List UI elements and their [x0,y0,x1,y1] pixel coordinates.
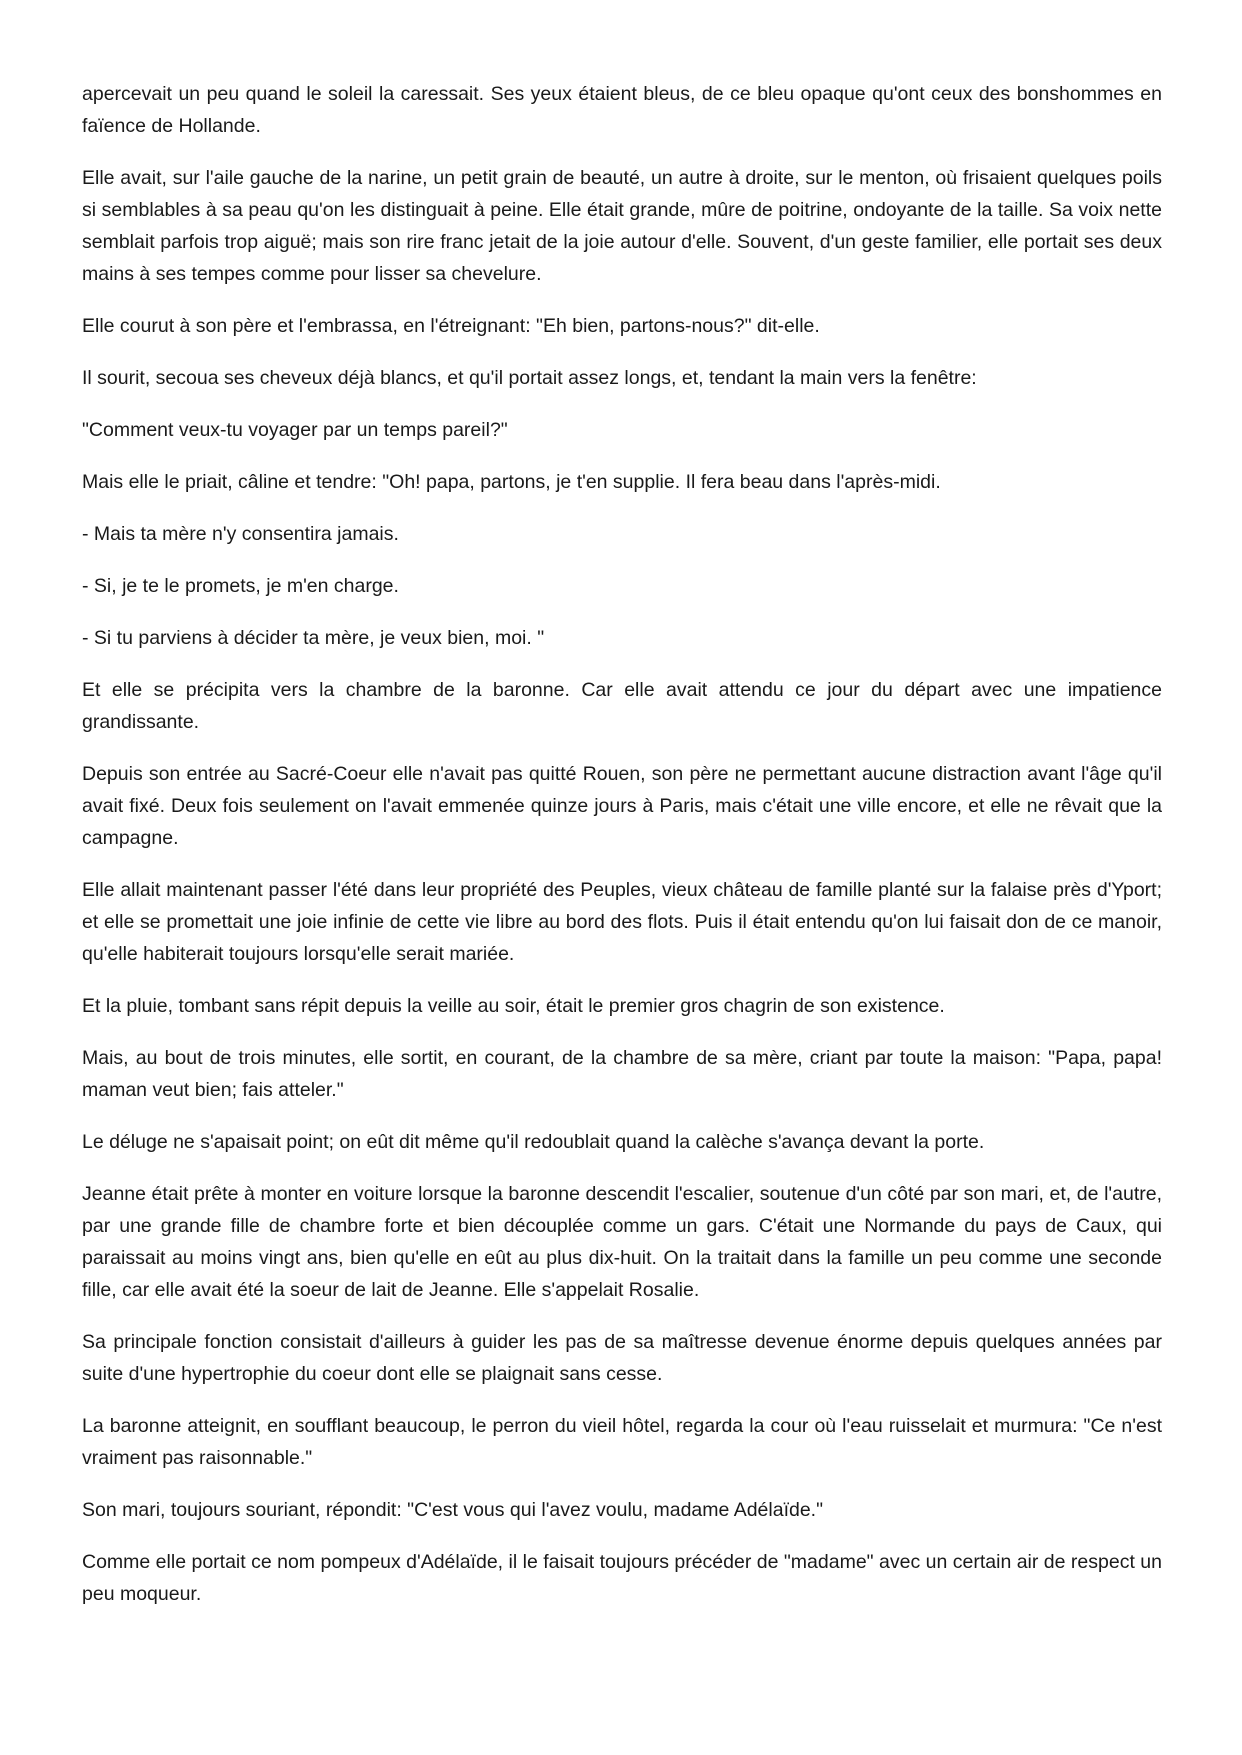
paragraph: Mais, au bout de trois minutes, elle sortit, en courant, de la chambre de sa mère, criant par toute la maison: "Papa, papa! maman veut bien; fais atteler." [82,1047,1162,1101]
paragraph: Et la pluie, tombant sans répit depuis la veille au soir, était le premier gros chagrin de son existence. [82,995,945,1017]
paragraph: Il sourit, secoua ses cheveux déjà blancs, et qu'il portait assez longs, et, tendant la main vers la fenêtre: [82,367,977,389]
paragraph: - Si, je te le promets, je m'en charge. [82,575,399,597]
paragraph: - Si tu parviens à décider ta mère, je veux bien, moi. " [82,627,545,649]
paragraph: Comme elle portait ce nom pompeux d'Adélaïde, il le faisait toujours précéder de "madame" avec un certain air de respect un peu moqueur. [82,1551,1162,1605]
paragraph: apercevait un peu quand le soleil la caressait. Ses yeux étaient bleus, de ce bleu opaque qu'ont ceux des bonshommes en faïence de Hollande. [82,83,1162,137]
paragraph: - Mais ta mère n'y consentira jamais. [82,523,399,545]
paragraph: Depuis son entrée au Sacré-Coeur elle n'avait pas quitté Rouen, son père ne permettant aucune distraction avant l'âge qu'il avait fixé. Deux fois seulement on l'avait emmenée quinze jours à Paris, mais c'était une ville encore, et elle ne rêvait que la campagne. [82,763,1162,849]
paragraph: Elle allait maintenant passer l'été dans leur propriété des Peuples, vieux château de famille planté sur la falaise près d'Yport; et elle se promettait une joie infinie de cette vie libre au bord des flots. Puis il était entendu qu'on lui faisait don de ce manoir, qu'elle habiterait toujours lorsqu'elle serait mariée. [82,879,1162,965]
paragraph: Jeanne était prête à monter en voiture lorsque la baronne descendit l'escalier, soutenue d'un côté par son mari, et, de l'autre, par une grande fille de chambre forte et bien découplée comme un gars. C'était une Normande du pays de Caux, qui paraissait au moins vingt ans, bien qu'elle en eût au plus dix-huit. On la traitait dans la famille un peu comme une seconde fille, car elle avait été la soeur de lait de Jeanne. Elle s'appelait Rosalie. [82,1183,1162,1301]
paragraph: Le déluge ne s'apaisait point; on eût dit même qu'il redoublait quand la calèche s'avança devant la porte. [82,1131,985,1153]
paragraph: "Comment veux-tu voyager par un temps pareil?" [82,419,508,441]
paragraph: Et elle se précipita vers la chambre de la baronne. Car elle avait attendu ce jour du départ avec une impatience grandissante. [82,679,1162,733]
paragraph: Elle courut à son père et l'embrassa, en l'étreignant: "Eh bien, partons-nous?" dit-elle. [82,315,820,337]
paragraph: Sa principale fonction consistait d'ailleurs à guider les pas de sa maîtresse devenue énorme depuis quelques années par suite d'une hypertrophie du coeur dont elle se plaignait sans cesse. [82,1331,1162,1385]
paragraph: Elle avait, sur l'aile gauche de la narine, un petit grain de beauté, un autre à droite, sur le menton, où frisaient quelques poils si semblables à sa peau qu'on les distinguait à peine. Elle était grande, mûre de poitrine, ondoyante de la taille. Sa voix nette semblait parfois trop aiguë; mais son rire franc jetait de la joie autour d'elle. Souvent, d'un geste familier, elle portait ses deux mains à ses tempes comme pour lisser sa chevelure. [82,167,1162,285]
document-body [82,78,1162,1630]
paragraph: Mais elle le priait, câline et tendre: "Oh! papa, partons, je t'en supplie. Il fera beau dans l'après-midi. [82,471,941,493]
paragraph: Son mari, toujours souriant, répondit: "C'est vous qui l'avez voulu, madame Adélaïde." [82,1499,824,1521]
paragraph: La baronne atteignit, en soufflant beaucoup, le perron du vieil hôtel, regarda la cour où l'eau ruisselait et murmura: "Ce n'est vraiment pas raisonnable." [82,1415,1162,1469]
